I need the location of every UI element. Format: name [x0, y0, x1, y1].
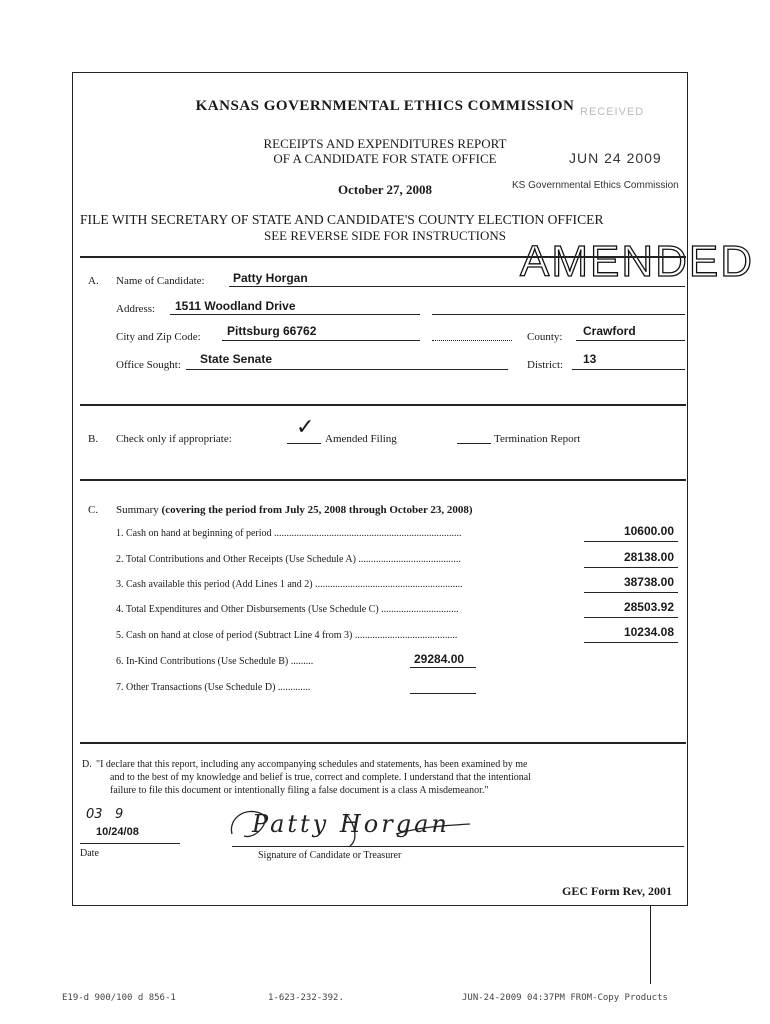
signature-line — [232, 846, 684, 847]
signature-text: Patty Horgan — [252, 810, 450, 838]
summary-line-value: 10600.00 — [623, 524, 674, 538]
divider-b — [80, 404, 686, 406]
summary-heading — [116, 504, 473, 516]
divider-c — [80, 479, 686, 481]
tear-line — [650, 906, 651, 984]
date-label: Date — [80, 848, 99, 859]
form-revision: GEC Form Rev, 2001 — [562, 884, 672, 898]
commission-title: KANSAS GOVERNMENTAL ETHICS COMMISSION — [195, 98, 575, 114]
termination-check-line — [457, 443, 491, 444]
inkind-value: 29284.00 — [414, 652, 465, 666]
city-zip-value: Pittsburg 66762 — [227, 324, 317, 338]
divider-d — [80, 742, 686, 744]
district-line — [572, 369, 685, 370]
district-label: District: — [527, 359, 564, 371]
summary-line-value: 28138.00 — [623, 550, 674, 564]
summary-period: (covering the period from July 25, 2008 through October 23, 2008) — [161, 504, 473, 516]
summary-line-label: 1. Cash on hand at beginning of period ........................................................................... — [116, 528, 462, 539]
signature — [226, 800, 476, 850]
received-stamp: RECEIVED — [580, 106, 645, 118]
address-line-2 — [432, 314, 685, 315]
amended-check-line — [287, 443, 321, 444]
section-c-letter: C. — [88, 504, 99, 516]
declaration-line3: failure to file this document or intentionally filing a false document is a class A misdemeanor." — [110, 785, 489, 796]
date-line — [80, 843, 180, 844]
candidate-name-label: Name of Candidate: — [116, 275, 205, 287]
candidate-name-line — [229, 286, 685, 287]
city-zip-line — [222, 340, 420, 341]
summary-line-value: 10234.08 — [623, 625, 674, 639]
address-label: Address: — [116, 303, 156, 315]
summary-line-label: 3. Cash available this period (Add Lines 1 and 2) ........................................................... — [116, 579, 463, 590]
summary-line-rule — [584, 592, 678, 593]
summary-line-rule — [584, 642, 678, 643]
instructions-note: SEE REVERSE SIDE FOR INSTRUCTIONS — [264, 228, 506, 243]
inkind-line — [410, 667, 476, 668]
report-date: October 27, 2008 — [338, 182, 432, 197]
section-a-letter: A. — [88, 275, 99, 287]
signed-date: 10/24/08 — [96, 826, 139, 838]
amended-stamp: AMENDED — [520, 237, 755, 286]
section-d-letter: D. — [82, 759, 92, 770]
received-date-stamp: JUN 24 2009 — [569, 150, 662, 166]
report-title-line1: RECEIPTS AND EXPENDITURES REPORT — [263, 136, 507, 151]
fax-footer-left: E19-d 900/100 d 856-1 — [62, 993, 176, 1003]
county-line — [576, 340, 685, 341]
address-value: 1511 Woodland Drive — [175, 299, 296, 313]
address-line — [170, 314, 420, 315]
summary-line-rule — [584, 617, 678, 618]
office-sought-value: State Senate — [200, 352, 273, 366]
city-zip-line-2 — [432, 340, 512, 341]
district-value: 13 — [583, 352, 597, 366]
amended-checkmark: ✓ — [296, 415, 315, 440]
county-value: Crawford — [583, 324, 636, 338]
summary-line-label: 4. Total Expenditures and Other Disbursements (Use Schedule C) ............................... — [116, 604, 459, 615]
summary-line-value: 38738.00 — [623, 575, 674, 589]
summary-lead: Summary — [116, 504, 162, 516]
other-transactions-line — [410, 693, 476, 694]
summary-line-value: 28503.92 — [623, 600, 674, 614]
date-correction: 03 9 — [86, 807, 124, 822]
inkind-label: 6. In-Kind Contributions (Use Schedule B) ......... — [116, 656, 314, 667]
summary-line-rule — [584, 567, 678, 568]
summary-line-rule — [584, 541, 678, 542]
summary-line-label: 2. Total Contributions and Other Receipts (Use Schedule A) ......................................... — [116, 554, 461, 565]
fax-footer-middle: 1-623-232-392. — [268, 993, 344, 1003]
termination-report-label: Termination Report — [494, 433, 581, 445]
candidate-name-value: Patty Horgan — [233, 271, 308, 285]
county-label: County: — [527, 331, 563, 343]
other-transactions-label: 7. Other Transactions (Use Schedule D) ............. — [116, 682, 311, 693]
received-by-stamp: KS Governmental Ethics Commission — [512, 180, 679, 191]
check-instruction: Check only if appropriate: — [116, 433, 232, 445]
summary-line-label: 5. Cash on hand at close of period (Subtract Line 4 from 3) ......................................... — [116, 630, 458, 641]
amended-filing-label: Amended Filing — [325, 433, 397, 445]
report-title-line2: OF A CANDIDATE FOR STATE OFFICE — [273, 151, 497, 166]
divider-a — [80, 256, 686, 258]
city-zip-label: City and Zip Code: — [116, 331, 201, 343]
fax-footer-right: JUN-24-2009 04:37PM FROM-Copy Products — [462, 993, 668, 1003]
file-with-instruction: FILE WITH SECRETARY OF STATE AND CANDIDATE'S COUNTY ELECTION OFFICER — [80, 212, 604, 227]
office-sought-label: Office Sought: — [116, 359, 181, 371]
declaration-line1: "I declare that this report, including any accompanying schedules and statements, has been examined by me — [96, 759, 528, 770]
section-b-letter: B. — [88, 433, 99, 445]
signature-label: Signature of Candidate or Treasurer — [258, 850, 402, 861]
office-sought-line — [186, 369, 508, 370]
declaration-line2: and to the best of my knowledge and belief is true, correct and complete. I understand that the intentional — [110, 772, 531, 783]
